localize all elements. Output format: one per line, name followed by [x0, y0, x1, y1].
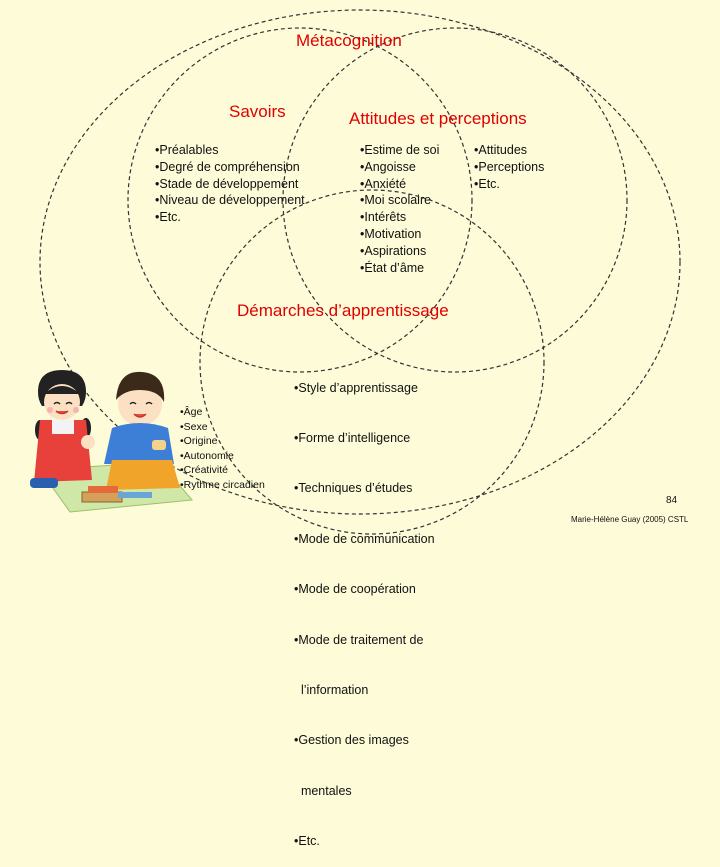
- attitudes-heading: Attitudes et perceptions: [349, 109, 527, 128]
- list-item: •Angoisse: [360, 159, 416, 174]
- list-item: •Anxiété: [360, 176, 407, 191]
- list-item: •Perceptions: [474, 159, 545, 174]
- demarches-list: [294, 346, 435, 867]
- credit-text: Marie-Hélène Guay (2005) CSTL: [571, 515, 689, 524]
- list-item: •Etc.: [294, 834, 320, 849]
- list-item: •Etc.: [474, 176, 500, 191]
- list-item: •Estime de soi: [360, 143, 440, 157]
- list-item: •Degré de compréhension: [155, 159, 300, 174]
- children-illustration: [30, 370, 192, 512]
- list-item: mentales: [294, 783, 352, 798]
- attitudes-list-left: [360, 142, 439, 276]
- savoirs-heading: Savoirs: [229, 102, 286, 121]
- diagram-title: Métacognition: [296, 31, 402, 50]
- list-item: •Mode de coopération: [294, 582, 416, 597]
- savoirs-list: [155, 142, 305, 226]
- page-number: 84: [666, 495, 678, 506]
- list-item: •Sexe: [180, 420, 208, 433]
- list-item: •Attitudes: [474, 143, 528, 157]
- list-item: •État d’âme: [360, 260, 425, 275]
- list-item: •Âge: [180, 406, 203, 418]
- list-item: •Origine: [180, 435, 218, 448]
- list-item: •Aspirations: [360, 243, 427, 258]
- list-item: •Mode de traitement de: [294, 632, 424, 647]
- list-item: •Niveau de développement: [155, 193, 305, 208]
- list-item: •Créativité: [180, 464, 229, 477]
- list-item: •Forme d’intelligence: [294, 430, 411, 445]
- list-item: •Moi scolaire: [360, 193, 432, 208]
- list-item: •Mode de communication: [294, 531, 435, 546]
- list-item: •Motivation: [360, 226, 422, 241]
- list-item: l’information: [294, 682, 369, 697]
- learner-list: [180, 405, 265, 493]
- list-item: •Etc.: [155, 210, 181, 225]
- list-item: •Gestion des images: [294, 733, 409, 748]
- list-item: •Style d’apprentissage: [294, 380, 418, 395]
- list-item: •Techniques d’études: [294, 481, 413, 496]
- list-item: •Autonomie: [180, 449, 234, 462]
- list-item: •Stade de développement: [155, 176, 299, 191]
- demarches-heading: Démarches d’apprentissage: [237, 301, 449, 320]
- attitudes-list-right: [474, 142, 544, 192]
- list-item: •Intérêts: [360, 210, 407, 225]
- list-item: •Préalables: [155, 143, 219, 157]
- list-item: •Rythme circadien: [180, 478, 265, 491]
